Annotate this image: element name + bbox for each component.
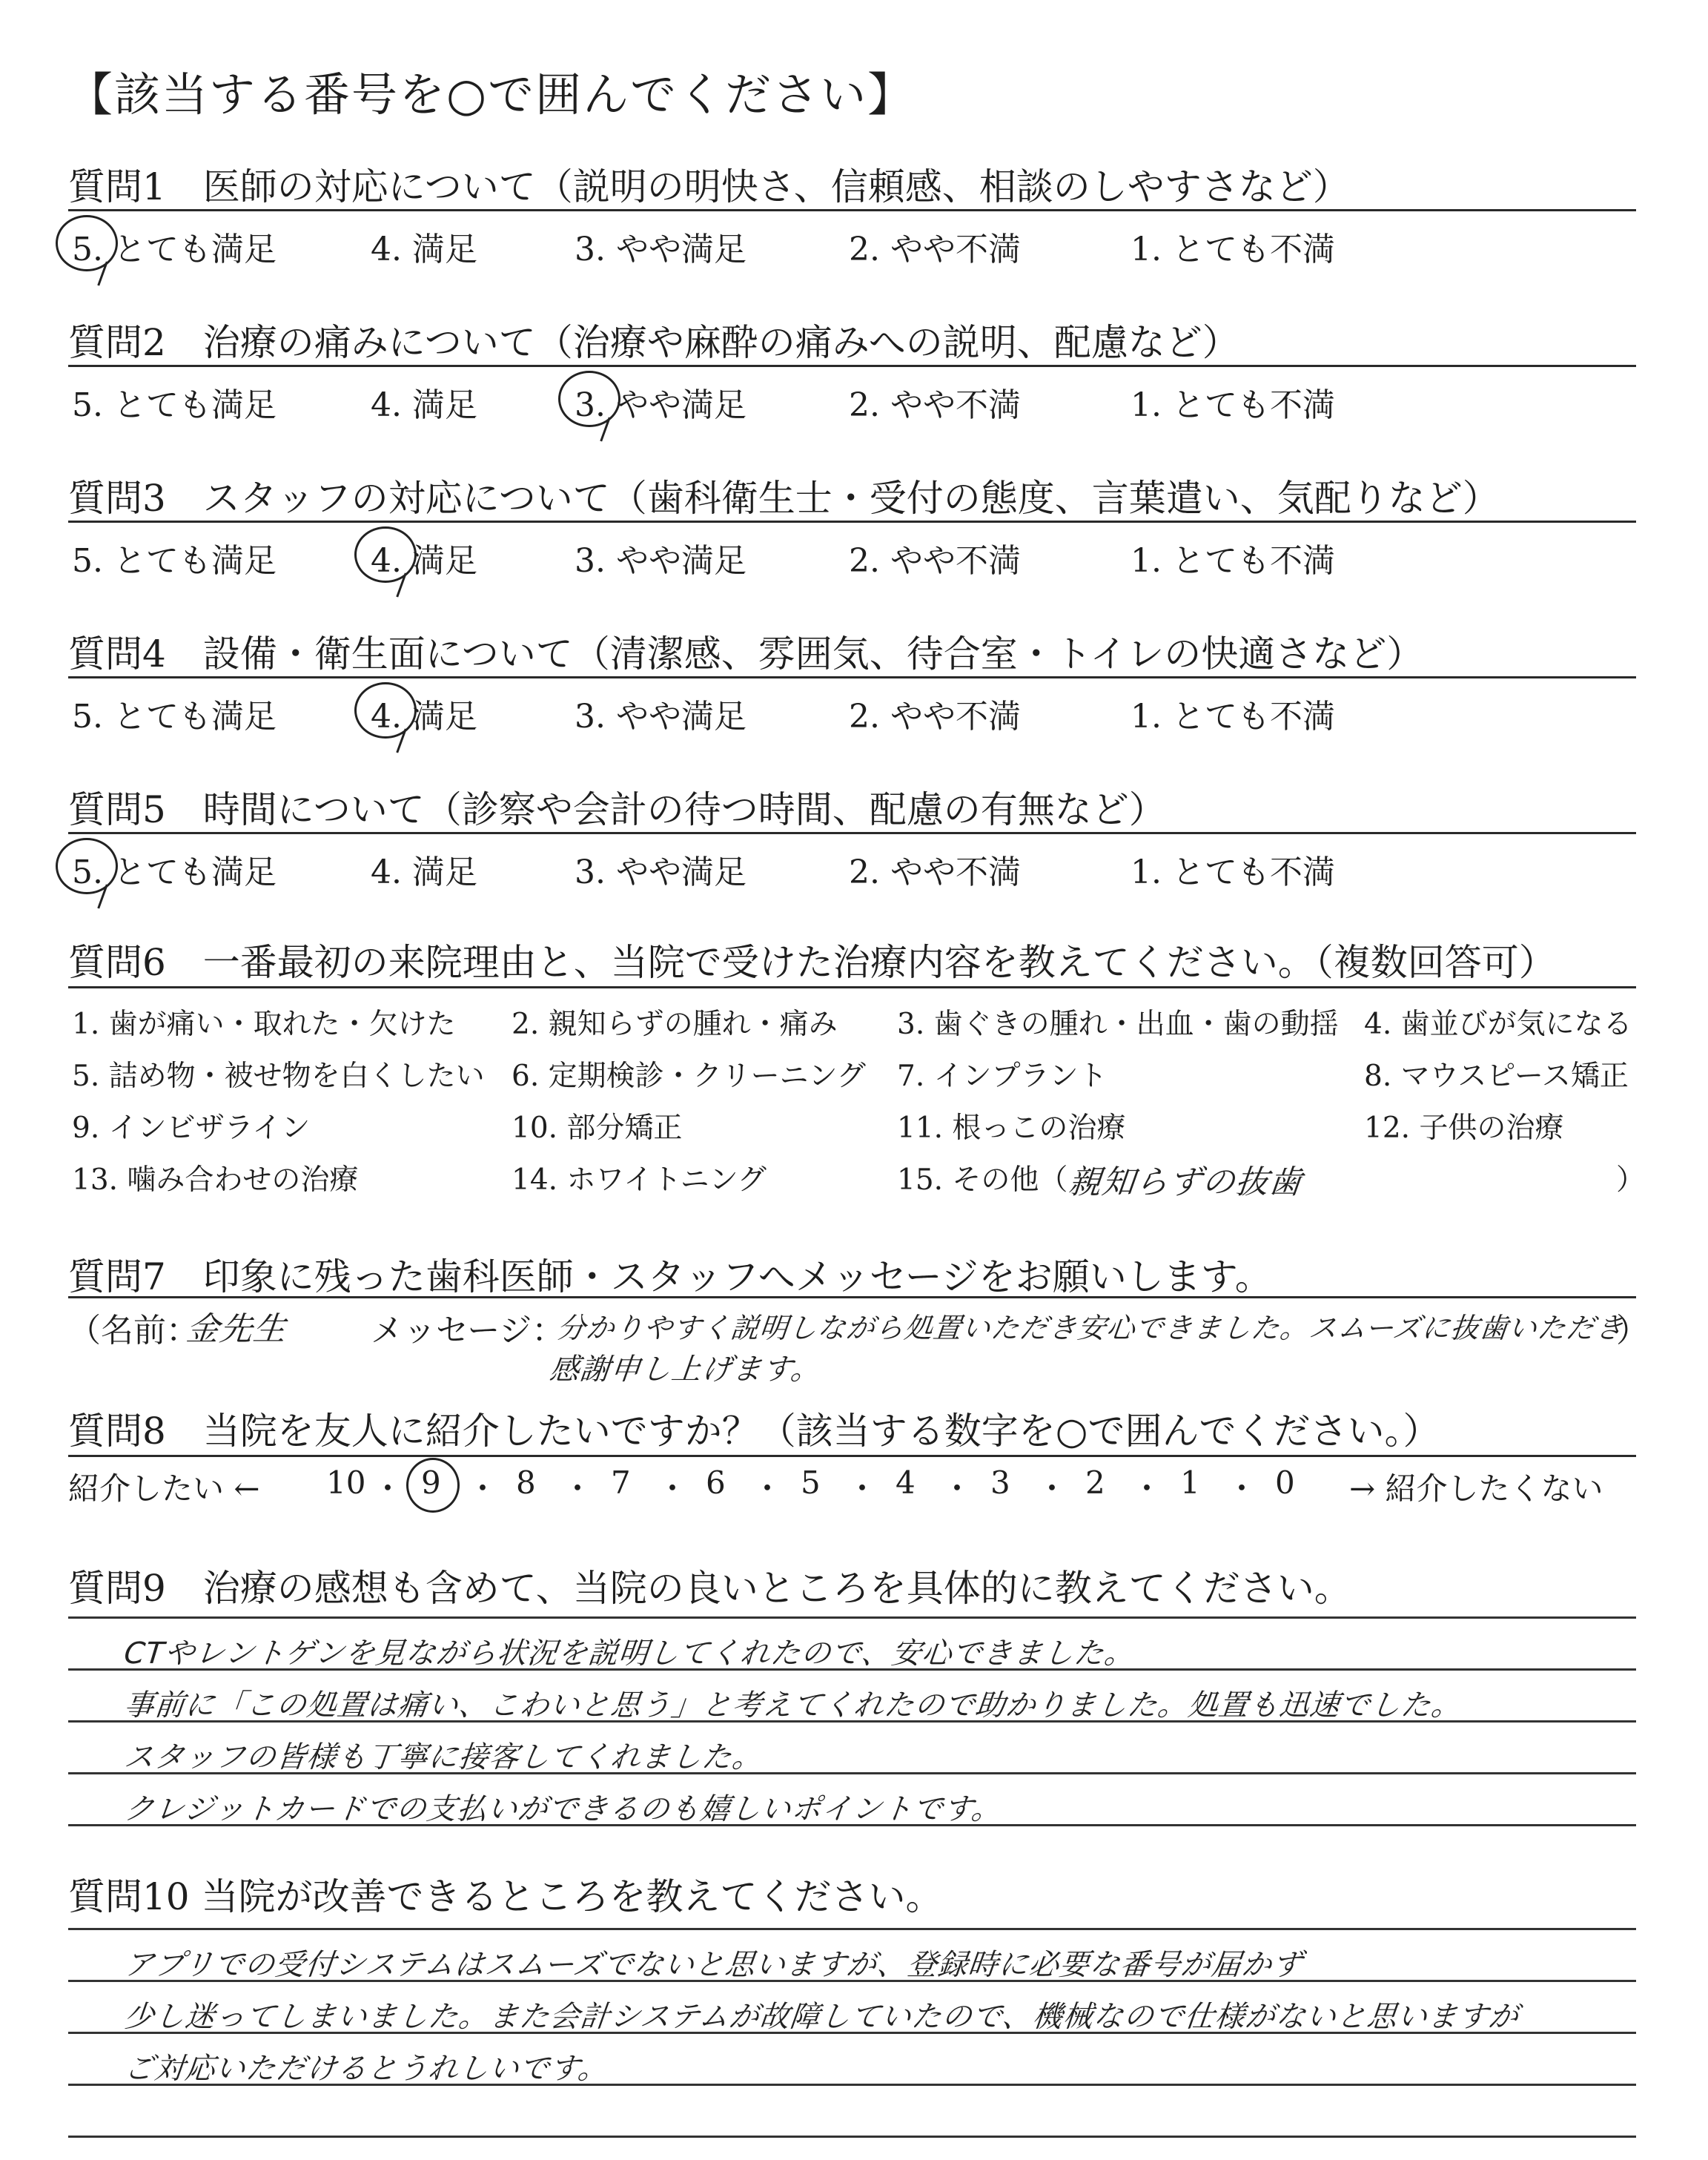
q8-scale-7[interactable]: 7 <box>611 1464 631 1501</box>
q9-heading: 質問9 治療の感想も含めて、当院の良いところを具体的に教えてください。 <box>68 1567 1351 1610</box>
q5-selection-circle <box>56 838 118 894</box>
q2-selection-circle <box>558 371 620 427</box>
q10-handwritten-line: 少し迷ってしまいました。また会計システムが故障していたので、機械なので仕様がないと思いますが <box>122 2000 1521 2034</box>
q10-rule <box>68 2136 1636 2138</box>
q6-option-1[interactable]: 1. 歯が痛い・取れた・欠けた <box>72 1008 456 1041</box>
q10-handwritten-line: アプリでの受付システムはスムーズでないと思いますが、登録時に必要な番号が届かず <box>122 1948 1305 1982</box>
q1-option-5[interactable]: 5. とても満足 <box>72 231 277 268</box>
q7-name-label: （名前： <box>68 1312 199 1350</box>
q6-option-14[interactable]: 14. ホワイトニング <box>512 1163 767 1197</box>
q8-scale-3[interactable]: 3 <box>990 1464 1010 1501</box>
q9-rule <box>68 1616 1636 1619</box>
q8-separator: ・ <box>562 1470 594 1507</box>
q4-selection-circle <box>354 682 417 739</box>
q5-option-4[interactable]: 4. 満足 <box>371 853 477 891</box>
q2-rule <box>68 365 1636 367</box>
q6-heading: 質問6 一番最初の来院理由と、当院で受けた治療内容を教えてください。（複数回答可） <box>68 941 1556 984</box>
q6-option-13[interactable]: 13. 噛み合わせの治療 <box>72 1163 359 1197</box>
q3-option-1[interactable]: 1. とても不満 <box>1131 542 1335 580</box>
q8-scale-8[interactable]: 8 <box>516 1464 536 1501</box>
q4-rule <box>68 676 1636 678</box>
q4-option-3[interactable]: 3. やや満足 <box>575 698 747 736</box>
q1-option-1[interactable]: 1. とても不満 <box>1131 231 1335 268</box>
q7-heading: 質問7 印象に残った歯科医師・スタッフへメッセージをお願いします。 <box>68 1255 1272 1298</box>
q6-rule <box>68 986 1636 988</box>
q6-close-paren: ） <box>1616 1163 1646 1197</box>
q8-selection-circle <box>406 1458 460 1513</box>
q6-option-11[interactable]: 11. 根っこの治療 <box>897 1112 1126 1145</box>
q3-rule <box>68 521 1636 523</box>
q6-option-9[interactable]: 9. インビザライン <box>72 1112 311 1145</box>
page-title: 【該当する番号を○で囲んでください】 <box>67 67 916 122</box>
q6-option-3[interactable]: 3. 歯ぐきの腫れ・出血・歯の動揺 <box>897 1008 1339 1041</box>
q8-separator: ・ <box>372 1470 404 1507</box>
q8-scale-5[interactable]: 5 <box>801 1464 821 1501</box>
q8-separator: ・ <box>1036 1470 1068 1507</box>
q4-option-1[interactable]: 1. とても不満 <box>1131 698 1335 736</box>
q6-option-5[interactable]: 5. 詰め物・被せ物を白くしたい <box>72 1060 485 1093</box>
q8-scale-10[interactable]: 10 <box>326 1464 366 1501</box>
q3-option-2[interactable]: 2. やや不満 <box>849 542 1021 580</box>
q7-message-label: メッセージ： <box>371 1312 565 1350</box>
q4-option-4[interactable]: 4. 満足 <box>371 698 477 736</box>
q8-separator: ・ <box>1226 1470 1258 1507</box>
q6-other-text: 親知らずの抜歯 <box>1066 1163 1305 1201</box>
q6-option-6[interactable]: 6. 定期検診・クリーニング <box>512 1060 866 1093</box>
q2-heading: 質問2 治療の痛みについて（治療や麻酔の痛みへの説明、配慮など） <box>68 321 1239 364</box>
q3-option-4[interactable]: 4. 満足 <box>371 542 477 580</box>
q1-option-2[interactable]: 2. やや不満 <box>849 231 1021 268</box>
q8-separator: ・ <box>941 1470 973 1507</box>
q6-option-15[interactable]: 15. その他（ <box>897 1163 1068 1197</box>
q8-heading: 質問8 当院を友人に紹介したいですか？（該当する数字を○で囲んでください。） <box>68 1410 1440 1453</box>
q5-rule <box>68 832 1636 834</box>
q2-option-5[interactable]: 5. とても満足 <box>72 386 277 424</box>
q10-rule <box>68 1928 1636 1930</box>
q6-option-10[interactable]: 10. 部分矯正 <box>512 1112 683 1145</box>
q8-scale-6[interactable]: 6 <box>706 1464 726 1501</box>
q3-option-3[interactable]: 3. やや満足 <box>575 542 747 580</box>
q7-rule <box>68 1296 1636 1298</box>
q6-option-7[interactable]: 7. インプラント <box>897 1060 1108 1093</box>
q2-option-2[interactable]: 2. やや不満 <box>849 386 1021 424</box>
q7-message-line2: 感謝申し上げます。 <box>548 1353 823 1387</box>
q3-heading: 質問3 スタッフの対応について（歯科衛生士・受付の態度、言葉遣い、気配りなど） <box>68 477 1500 520</box>
q9-handwritten-line: スタッフの皆様も丁寧に接客してくれました。 <box>122 1740 765 1774</box>
q5-option-1[interactable]: 1. とても不満 <box>1131 853 1335 891</box>
q1-heading: 質問1 医師の対応について（説明の明快さ、信頼感、相談のしやすさなど） <box>68 165 1350 208</box>
q6-option-8[interactable]: 8. マウスピース矯正 <box>1364 1060 1629 1093</box>
q8-separator: ・ <box>752 1470 784 1507</box>
q10-handwritten-line: ご対応いただけるとうれしいです。 <box>122 2052 610 2086</box>
q2-option-1[interactable]: 1. とても不満 <box>1131 386 1335 424</box>
q8-scale-2[interactable]: 2 <box>1085 1464 1105 1501</box>
q1-option-4[interactable]: 4. 満足 <box>371 231 477 268</box>
q8-rule <box>68 1455 1636 1457</box>
q8-separator: ・ <box>657 1470 689 1507</box>
q1-option-3[interactable]: 3. やや満足 <box>575 231 747 268</box>
q10-heading: 質問10 当院が改善できるところを教えてください。 <box>68 1875 943 1918</box>
q3-option-5[interactable]: 5. とても満足 <box>72 542 277 580</box>
q5-option-5[interactable]: 5. とても満足 <box>72 853 277 891</box>
q2-option-4[interactable]: 4. 満足 <box>371 386 477 424</box>
q8-scale-0[interactable]: 0 <box>1275 1464 1295 1501</box>
q6-option-12[interactable]: 12. 子供の治療 <box>1364 1112 1564 1145</box>
q7-name-value: 金先生 <box>184 1310 289 1348</box>
q6-option-2[interactable]: 2. 親知らずの腫れ・痛み <box>512 1008 838 1041</box>
q2-option-3[interactable]: 3. やや満足 <box>575 386 747 424</box>
q5-option-2[interactable]: 2. やや不満 <box>849 853 1021 891</box>
q8-scale-4[interactable]: 4 <box>896 1464 916 1501</box>
q5-option-3[interactable]: 3. やや満足 <box>575 853 747 891</box>
q3-selection-circle <box>354 526 417 583</box>
q8-right-label: → 紹介したくない <box>1349 1470 1603 1507</box>
q9-handwritten-line: クレジットカードでの支払いができるのも嬉しいポイントです。 <box>122 1792 1004 1826</box>
q8-left-label: 紹介したい ← <box>68 1470 260 1507</box>
q7-message-line1: 分かりやすく説明しながら処置いただき安心できました。スムーズに抜歯いただき <box>555 1312 1626 1344</box>
q7-close-paren: ） <box>1616 1312 1649 1350</box>
q6-option-4[interactable]: 4. 歯並びが気になる <box>1364 1008 1632 1041</box>
q5-heading: 質問5 時間について（診察や会計の待つ時間、配慮の有無など） <box>68 788 1166 831</box>
q9-handwritten-line: 事前に「この処置は痛い、こわいと思う」と考えてくれたので助かりました。処置も迅速でした。 <box>122 1688 1464 1723</box>
q4-option-2[interactable]: 2. やや不満 <box>849 698 1021 736</box>
q1-rule <box>68 209 1636 211</box>
q8-separator: ・ <box>847 1470 878 1507</box>
q8-separator: ・ <box>1131 1470 1163 1507</box>
q1-selection-circle <box>56 215 118 271</box>
q8-scale-9[interactable]: 9 <box>421 1464 441 1501</box>
q4-option-5[interactable]: 5. とても満足 <box>72 698 277 736</box>
q8-separator: ・ <box>467 1470 499 1507</box>
q4-heading: 質問4 設備・衛生面について（清潔感、雰囲気、待合室・トイレの快適さなど） <box>68 633 1424 676</box>
q8-scale-1[interactable]: 1 <box>1180 1464 1200 1501</box>
q9-handwritten-line: CTやレントゲンを見ながら状況を説明してくれたので、安心できました。 <box>122 1636 1137 1671</box>
